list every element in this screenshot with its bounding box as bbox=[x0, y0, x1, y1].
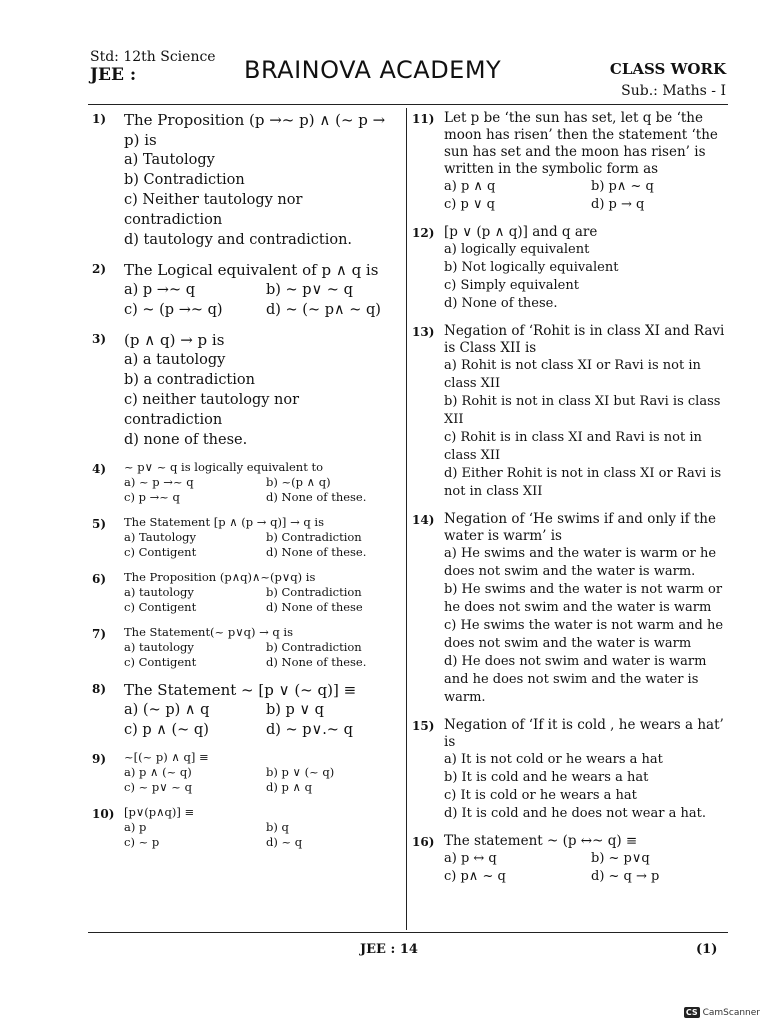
question-body bbox=[124, 625, 400, 670]
answer-option: d) None of these. bbox=[444, 296, 558, 311]
answer-option: b) Rohit is not in class XI but Ravi is class XII bbox=[444, 394, 721, 427]
question-text: [p ∨ (p ∧ q)] and q are bbox=[444, 224, 598, 240]
answer-option: c) p →~ q bbox=[124, 490, 180, 504]
answer-option: a) It is not cold or he wears a hat bbox=[444, 752, 663, 767]
answer-option: d) p ∧ q bbox=[266, 780, 312, 794]
answer-option: c) Contigent bbox=[124, 600, 197, 614]
question-number: 1) bbox=[92, 112, 107, 126]
question-number: 16) bbox=[412, 835, 435, 849]
question bbox=[412, 323, 730, 501]
answer-option: c) He swims the water is not warm and he does not swim and the water is warm bbox=[444, 618, 724, 651]
question-body bbox=[124, 570, 400, 615]
scanner-watermark bbox=[684, 1007, 760, 1018]
answer-option: a) Tautology bbox=[124, 152, 215, 168]
question-number: 11) bbox=[412, 112, 435, 126]
question bbox=[92, 460, 400, 505]
question-number: 15) bbox=[412, 719, 435, 733]
question-text: Negation of ‘If it is cold , he wears a hat’ is bbox=[444, 717, 724, 750]
answer-option: b) a contradiction bbox=[124, 372, 255, 388]
page-number: (1) bbox=[696, 942, 718, 957]
question-text: The Proposition (p →~ p) ∧ (~ p → p) is bbox=[124, 111, 386, 149]
question bbox=[92, 680, 400, 740]
question-text: The Statement(~ p∨q) → q is bbox=[124, 625, 294, 639]
answer-option: b) p ∨ (~ q) bbox=[266, 765, 335, 779]
answer-option: d) ~ q bbox=[266, 835, 303, 849]
answer-option: a) p ∧ (~ q) bbox=[124, 765, 192, 779]
question-text: The Logical equivalent of p ∧ q is bbox=[124, 261, 379, 279]
options-list bbox=[444, 357, 730, 501]
options-list bbox=[124, 765, 400, 795]
answer-option: a) He swims and the water is warm or he does not swim and the water is warm. bbox=[444, 546, 717, 579]
answer-option: c) Contigent bbox=[124, 655, 197, 669]
answer-option: d) p → q bbox=[591, 197, 645, 212]
answer-option: c) p∧ ~ q bbox=[444, 869, 506, 884]
options-list bbox=[124, 530, 400, 560]
options-list bbox=[444, 178, 730, 214]
subject-label: Sub.: Maths - I bbox=[621, 83, 726, 99]
answer-option: d) He does not swim and water is warm and he does not swim and the water is warm. bbox=[444, 654, 707, 705]
scanner-label: CamScanner bbox=[702, 1007, 760, 1018]
question-text: The Statement ~ [p ∨ (~ q)] ≡ bbox=[124, 681, 357, 699]
question-number: 14) bbox=[412, 513, 435, 527]
answer-option: b) q bbox=[266, 820, 289, 834]
question bbox=[92, 260, 400, 320]
answer-option: c) Contigent bbox=[124, 545, 197, 559]
question bbox=[412, 224, 730, 313]
standard-label: Std: 12th Science bbox=[90, 49, 216, 65]
answer-option: b) Not logically equivalent bbox=[444, 260, 619, 275]
answer-option: a) p →~ q bbox=[124, 282, 195, 298]
header-right bbox=[610, 58, 726, 102]
column-divider bbox=[406, 108, 407, 930]
right-column bbox=[412, 110, 730, 896]
question-number: 4) bbox=[92, 462, 107, 476]
question bbox=[92, 750, 400, 795]
options-list bbox=[444, 751, 730, 823]
answer-option: b) ~ p∨ ~ q bbox=[266, 282, 353, 298]
question bbox=[412, 110, 730, 214]
question-body bbox=[124, 460, 400, 505]
answer-option: a) ~ p →~ q bbox=[124, 475, 194, 489]
question-body bbox=[444, 323, 730, 501]
options-list bbox=[124, 585, 400, 615]
question-text: ~ p∨ ~ q is logically equivalent to bbox=[124, 460, 324, 474]
answer-option: c) p ∨ q bbox=[444, 197, 495, 212]
answer-option: c) It is cold or he wears a hat bbox=[444, 788, 637, 803]
question-text: (p ∧ q) → p is bbox=[124, 331, 225, 349]
options-list bbox=[444, 850, 730, 886]
footer-exam-code: JEE : 14 bbox=[360, 942, 418, 957]
question-number: 5) bbox=[92, 517, 107, 531]
options-list bbox=[124, 640, 400, 670]
question bbox=[412, 833, 730, 886]
options-list bbox=[444, 545, 730, 707]
question-text: Negation of ‘Rohit is in class XI and Ravi is Class XII is bbox=[444, 323, 725, 356]
answer-option: d) None of these. bbox=[266, 655, 367, 669]
answer-option: b) It is cold and he wears a hat bbox=[444, 770, 649, 785]
options-list bbox=[124, 280, 400, 320]
answer-option: a) (~ p) ∧ q bbox=[124, 702, 210, 718]
answer-option: a) Rohit is not class XI or Ravi is not in class XII bbox=[444, 358, 701, 391]
question-text: Let p be ‘the sun has set, let q be ‘the moon has risen’ then the statement ‘the sun has set and the moon has risen’ is written in the symbolic form as bbox=[444, 110, 718, 177]
question-body bbox=[124, 805, 400, 850]
options-list bbox=[124, 820, 400, 850]
footer-divider bbox=[88, 932, 728, 933]
question-body bbox=[124, 110, 400, 250]
question-body bbox=[444, 110, 730, 214]
answer-option: a) p ∧ q bbox=[444, 179, 496, 194]
answer-option: d) It is cold and he does not wear a hat. bbox=[444, 806, 706, 821]
exam-label: JEE : bbox=[90, 65, 137, 85]
question-number: 2) bbox=[92, 262, 107, 276]
answer-option: b) He swims and the water is not warm or he does not swim and the water is warm bbox=[444, 582, 723, 615]
answer-option: c) ~ p bbox=[124, 835, 160, 849]
answer-option: c) Neither tautology nor contradiction bbox=[124, 192, 303, 228]
options-list bbox=[124, 150, 400, 250]
question-text: The Statement [p ∧ (p → q)] → q is bbox=[124, 515, 324, 529]
answer-option: a) tautology bbox=[124, 585, 194, 599]
question bbox=[412, 511, 730, 707]
question-number: 12) bbox=[412, 226, 435, 240]
options-list bbox=[444, 241, 730, 313]
options-list bbox=[124, 475, 400, 505]
question bbox=[92, 515, 400, 560]
answer-option: d) ~ q → p bbox=[591, 869, 660, 884]
answer-option: b) ~ p∨q bbox=[591, 851, 650, 866]
answer-option: d) ~ p∨.~ q bbox=[266, 722, 353, 738]
question-number: 10) bbox=[92, 807, 115, 821]
question bbox=[92, 110, 400, 250]
options-list bbox=[124, 700, 400, 740]
answer-option: a) a tautology bbox=[124, 352, 226, 368]
answer-option: b) Contradiction bbox=[266, 585, 362, 599]
answer-option: b) ~(p ∧ q) bbox=[266, 475, 331, 489]
scanner-logo-icon: CS bbox=[685, 1008, 698, 1017]
question bbox=[92, 625, 400, 670]
answer-option: c) ~ p∨ ~ q bbox=[124, 780, 192, 794]
question-number: 9) bbox=[92, 752, 107, 766]
question-text: ~[(~ p) ∧ q] ≡ bbox=[124, 750, 209, 764]
question-body bbox=[124, 750, 400, 795]
question-number: 13) bbox=[412, 325, 435, 339]
answer-option: a) p bbox=[124, 820, 147, 834]
question bbox=[92, 570, 400, 615]
answer-option: d) tautology and contradiction. bbox=[124, 232, 353, 248]
answer-option: a) Tautology bbox=[124, 530, 197, 544]
answer-option: d) None of these. bbox=[266, 545, 367, 559]
academy-title: BRAINOVA ACADEMY bbox=[244, 56, 502, 84]
class-work-label: CLASS WORK bbox=[609, 60, 726, 78]
question-number: 7) bbox=[92, 627, 107, 641]
question-text: The Proposition (p∧q)∧~(p∨q) is bbox=[124, 570, 316, 584]
answer-option: c) p ∧ (~ q) bbox=[124, 722, 209, 738]
question-body bbox=[124, 260, 400, 320]
question bbox=[92, 805, 400, 850]
answer-option: a) p ↔ q bbox=[444, 851, 497, 866]
question-text: The statement ~ (p ↔~ q) ≡ bbox=[444, 833, 638, 849]
answer-option: d) None of these bbox=[266, 600, 363, 614]
answer-option: d) none of these. bbox=[124, 432, 248, 448]
answer-option: a) logically equivalent bbox=[444, 242, 590, 257]
question-body bbox=[444, 717, 730, 823]
question bbox=[92, 330, 400, 450]
answer-option: c) Simply equivalent bbox=[444, 278, 579, 293]
answer-option: b) Contradiction bbox=[266, 530, 362, 544]
header-left bbox=[90, 48, 216, 84]
answer-option: c) ~ (p →~ q) bbox=[124, 302, 223, 318]
answer-option: d) None of these. bbox=[266, 490, 367, 504]
question-body bbox=[444, 833, 730, 886]
header-divider bbox=[88, 104, 728, 105]
question-text: Negation of ‘He swims if and only if the water is warm’ is bbox=[444, 511, 716, 544]
question-text: [p∨(p∧q)] ≡ bbox=[124, 805, 195, 819]
answer-option: a) tautology bbox=[124, 640, 194, 654]
question-body bbox=[124, 680, 400, 740]
question-number: 6) bbox=[92, 572, 107, 586]
answer-option: c) Rohit is in class XI and Ravi is not in class XII bbox=[444, 430, 702, 463]
answer-option: d) Either Rohit is not in class XI or Ravi is not in class XII bbox=[444, 466, 722, 499]
options-list bbox=[124, 350, 400, 450]
answer-option: b) p∧ ~ q bbox=[591, 179, 654, 194]
question-body bbox=[444, 224, 730, 313]
question-body bbox=[444, 511, 730, 707]
answer-option: d) ~ (~ p∧ ~ q) bbox=[266, 302, 381, 318]
question-number: 8) bbox=[92, 682, 107, 696]
answer-option: c) neither tautology nor contradiction bbox=[124, 392, 300, 428]
question-number: 3) bbox=[92, 332, 107, 346]
question-body bbox=[124, 515, 400, 560]
question bbox=[412, 717, 730, 823]
answer-option: b) Contradiction bbox=[124, 172, 245, 188]
answer-option: b) p ∨ q bbox=[266, 702, 324, 718]
question-body bbox=[124, 330, 400, 450]
left-column bbox=[92, 110, 400, 860]
answer-option: b) Contradiction bbox=[266, 640, 362, 654]
